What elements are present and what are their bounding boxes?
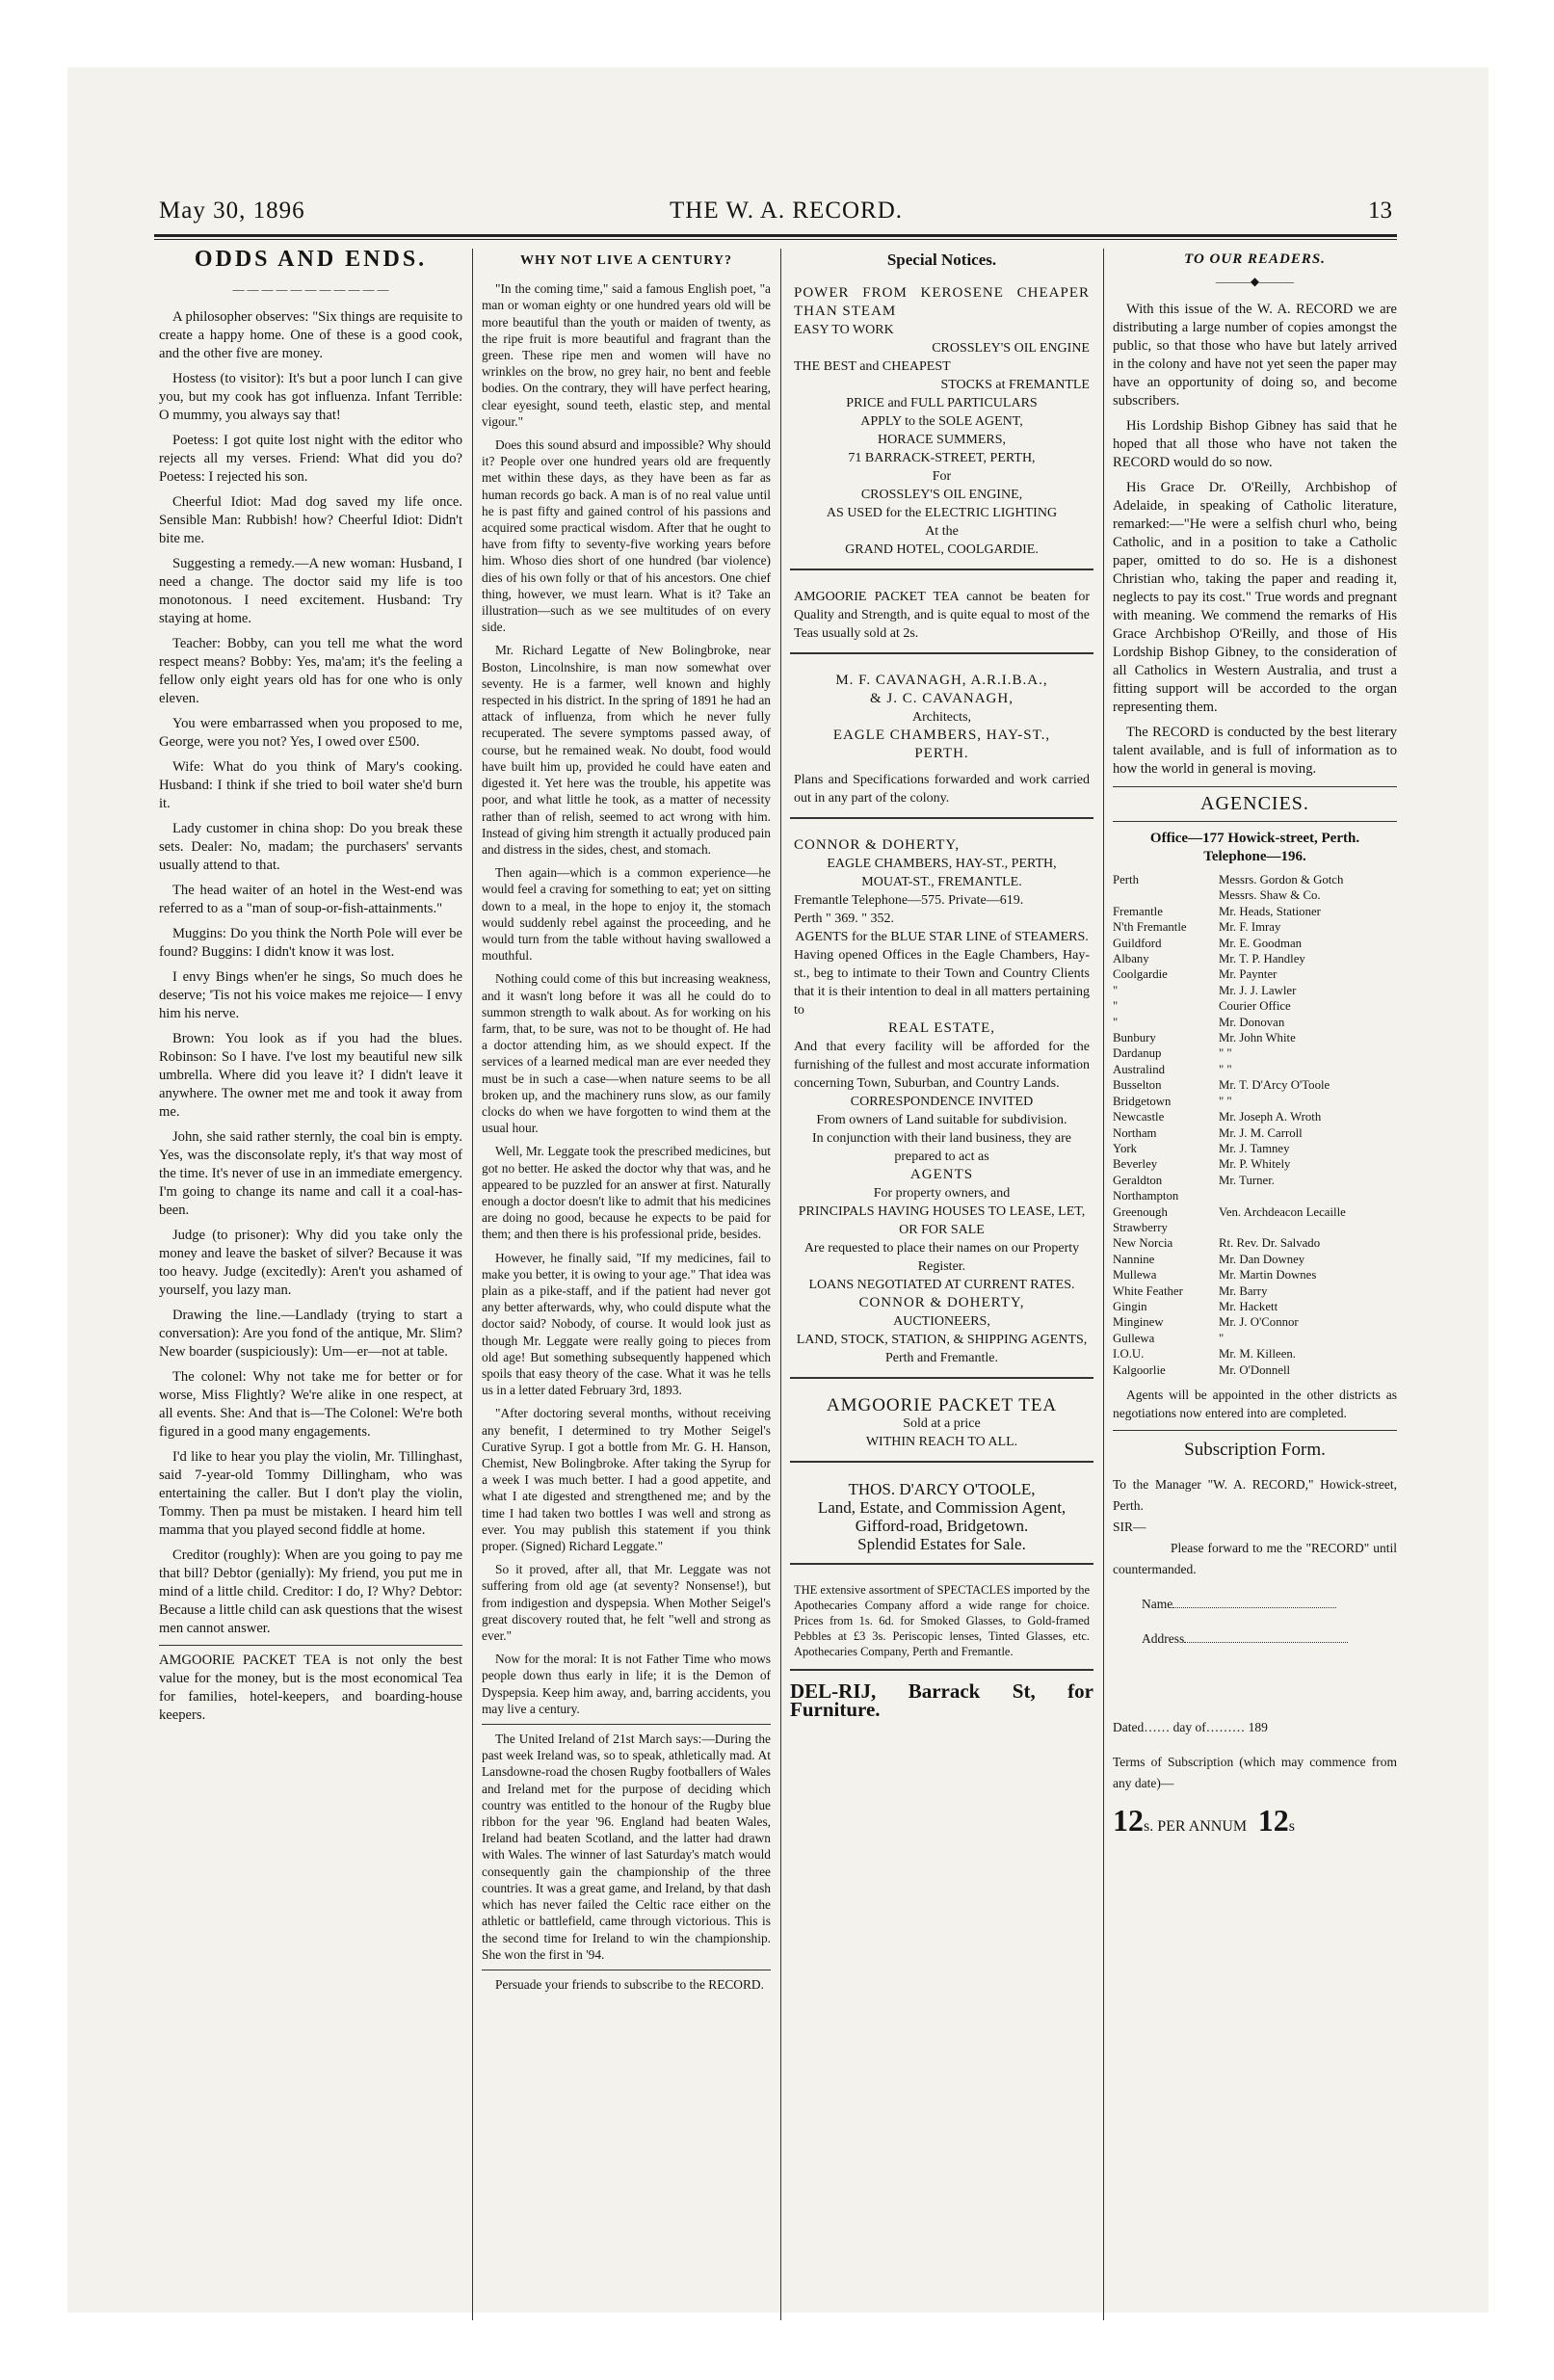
address-field[interactable] [1184, 1642, 1348, 1643]
verse-item: I envy Bings when'er he sings, So much does he deserve; 'Tis not his voice makes me rejoice— I envy him his nerve. [159, 969, 462, 1021]
agency-row [1113, 1015, 1397, 1030]
agency-town: Geraldton [1113, 1173, 1163, 1187]
agency-row [1113, 887, 1397, 903]
tea-ad-2 [790, 1390, 1093, 1463]
agency-agent: Mr. John White [1219, 1031, 1296, 1045]
article-paragraph: Does this sound absurd and impossible? Why should it? People over one hundred years old are frequently met within these days, as they have been as far as human records go back. A man is of no real value until he is past fifty and gained control of his passions and acquired some practical wisdom. After that he ought to have from fifty to seventy-five working years before him. Whoso dies short of one hundred (bar violence) dies of his own folly or that of his ancestors. One chief thing, however, we must learn. What is it? Take an illustration—such as we see multitudes of on every side. [482, 437, 771, 635]
agency-agent: " [1219, 1331, 1225, 1345]
ad-line: Gifford-road, Bridgetown. [855, 1517, 1029, 1535]
article-paragraph: Then again—which is a common experience—he would feel a craving for something to eat; yet on sitting down to a meal, in the hope to enjoy it, the stomach would suddenly rebel against the proceeding, and he would turn from the table without having swallowed a mouthful. [482, 865, 771, 964]
agency-agent: Messrs. Gordon & Gotch [1219, 873, 1344, 886]
agency-row [1113, 1109, 1397, 1124]
agency-town: Guildford [1113, 936, 1162, 950]
agency-row [1113, 1299, 1397, 1314]
ad-line: AGENTS [909, 1167, 974, 1182]
ad-text: Having opened Offices in the Eagle Chambers, Hay-st., beg to intimate to their Town and Country Clients that it is their intention to deal in all matters pertaining to [794, 948, 1090, 1018]
agency-row [1113, 1045, 1397, 1061]
agency-town: Perth [1113, 873, 1140, 886]
section-rule [1113, 1430, 1397, 1431]
agency-town: Gullewa [1113, 1331, 1155, 1345]
agency-town: N'th Fremantle [1113, 920, 1187, 935]
agency-row [1113, 1283, 1397, 1299]
agency-town: Kalgoorlie [1113, 1362, 1166, 1377]
ad-line: CONNOR & DOHERTY, [858, 1295, 1025, 1310]
price-line [1113, 1803, 1397, 1838]
ad-line: THOS. D'ARCY O'TOOLE, [848, 1480, 1036, 1498]
ad-line: CROSSLEY'S OIL ENGINE [932, 341, 1090, 356]
heading-rule: ———◆——— [1215, 275, 1295, 288]
ad-line: REAL ESTATE, [887, 1020, 996, 1036]
column-heading: Special Notices. [886, 251, 997, 269]
agency-town: " [1113, 1015, 1119, 1029]
connor-doherty-ad [790, 831, 1093, 1379]
article-paragraph: The United Ireland of 21st March says:—During the past week Ireland was, so to speak, athletically mad. At Lansdowne-road the chosen Rugby footballers of Wales and Ireland met for the purpose of deciding which country was entitled to the honour of the Rugby blue ribbon for the year '96. England had beaten Wales, Ireland had beaten Scotland, and the latter had drawn with Wales. The winner of last Saturday's match would consequently gain the championship of the three countries. It was a great game, and Ireland, by that dash which has never failed the Celtic race either on the athletic or battlefield, came through victorious. This is the second time for Ireland to win the championship. She won the first in '94. [482, 1732, 771, 1962]
article-paragraph: So it proved, after all, that Mr. Leggate was not suffering from old age (at seventy? Nonsense!), but from indigestion and dyspepsia. When Mother Seigel's great discovery routed that, he felt "well and strong as ever." [482, 1562, 771, 1644]
agency-row [1113, 1346, 1397, 1362]
ad-line: AGENTS for the BLUE STAR LINE of STEAMERS. [795, 930, 1089, 944]
agency-town: Bunbury [1113, 1031, 1156, 1045]
ad-text: THE extensive assortment of SPECTACLES imported by the Apothecaries Company afford a wide range for choice. Prices from 1s. 6d. for Smoked Glasses, to Gold-framed Pebbles at £3 3s. Periscopic lenses, Tinted Glasses, etc. Apothecaries Company, Perth and Fremantle. [794, 1583, 1090, 1658]
agency-row [1113, 904, 1397, 919]
agency-agent: Courier Office [1219, 999, 1291, 1014]
agency-agent [1219, 1220, 1397, 1235]
tea-ad [790, 582, 1093, 654]
ad-line: MOUAT-ST., FREMANTLE. [861, 875, 1022, 889]
heading-rule: — — — — — — — — — — — [232, 282, 389, 296]
tea-ad [159, 1645, 462, 1725]
agency-town: Dardanup [1113, 1046, 1162, 1061]
agency-town: New Norcia [1113, 1236, 1173, 1251]
column-divider [472, 249, 473, 2320]
agency-town: Australind [1113, 1062, 1166, 1076]
agency-row [1113, 1173, 1397, 1188]
agency-agent: Mr. T. D'Arcy O'Toole [1219, 1078, 1330, 1093]
ad-line: For [932, 469, 952, 484]
agency-row [1113, 1267, 1397, 1283]
agency-agent: Mr. Hackett [1219, 1299, 1278, 1313]
form-salutation: SIR— [1113, 1520, 1146, 1534]
agency-agent: " " [1219, 1046, 1232, 1061]
agency-row [1113, 1362, 1397, 1378]
ad-line: EAGLE CHAMBERS, HAY-ST., PERTH, [827, 857, 1057, 871]
price-unit-2: s [1288, 1818, 1296, 1835]
agency-agent: Mr. P. Whitely [1219, 1157, 1291, 1172]
ad-line: AMGOORIE PACKET TEA [826, 1395, 1058, 1415]
odds-and-ends-column [159, 249, 462, 2325]
agency-row [1113, 1204, 1397, 1220]
terms-label: Terms of Subscription (which may commence from any date)— [1113, 1755, 1397, 1790]
agency-agent: Mr. E. Goodman [1219, 936, 1303, 950]
ad-line: Sold at a price [903, 1416, 981, 1431]
notice-paragraph: The RECORD is conducted by the best literary talent available, and is full of information as to how the world in general is moving. [1113, 725, 1397, 777]
ad-line: PRICE and FULL PARTICULARS [846, 396, 1038, 410]
ad-line: EASY TO WORK [794, 323, 894, 337]
joke-item: Teacher: Bobby, can you tell me what the word respect means? Bobby: Yes, ma'am; it's the feeling a fellow only eight years old has for one who is only eleven. [159, 636, 462, 706]
article-paragraph: "After doctoring several months, without receiving any benefit, I determined to try Mother Seigel's Curative Syrup. I got a bottle from Mr. G. H. Hanson, Chemist, New Bolingbroke. After taking the Syrup for a week I was much better. I had a good appetite, and what I ate digested and strengthened me; and by the time I had taken two bottles I was well and strong as ever. You may publish this statement if you think proper. (Signed) Richard Leggate." [482, 1406, 771, 1554]
issue-date: May 30, 1896 [159, 198, 305, 224]
ad-text: Plans and Specifications forwarded and work carried out in any part of the colony. [794, 773, 1090, 806]
joke-item: Suggesting a remedy.—A new woman: Husband, I need a change. The doctor said my life is too monotonous. I need excitement. Husband: Try staying at home. [159, 556, 462, 626]
agency-row [1113, 1077, 1397, 1093]
agency-agent: Mr. Barry [1219, 1283, 1268, 1298]
agency-row [1113, 872, 1397, 887]
joke-item: Cheerful Idiot: Mad dog saved my life once. Sensible Man: Rubbish! how? Cheerful Idiot: Didn't bite me. [159, 494, 462, 546]
address-label: Address [1142, 1631, 1185, 1646]
article-paragraph: Now for the moral: It is not Father Time who mows people down thus early in life; it is the Demon of Dyspepsia. Keep him away, and, barring accidents, you may live a century. [482, 1652, 771, 1716]
joke-item: The colonel: Why not take me for better or for worse, Miss Flightly? We're alike in one respect, at all events. She: And that is—The Colonel: We're both figured in a good many engagements. [159, 1369, 462, 1440]
cavanagh-ad [790, 666, 1093, 819]
office-telephone: Telephone—196. [1203, 849, 1306, 864]
agency-row [1113, 1062, 1397, 1077]
ad-line: & J. C. CAVANAGH, [870, 691, 1014, 706]
ad-line: PRINCIPALS HAVING HOUSES TO LEASE, LET, OR FOR SALE [798, 1204, 1086, 1237]
agency-town: Nannine [1113, 1252, 1155, 1266]
agency-row [1113, 1220, 1397, 1235]
ad-text: And that every facility will be afforded for the furnishing of the fullest and most accurate information concerning Town, Suburban, and Country Lands. [794, 1040, 1090, 1091]
ad-line: Perth " 369. " 352. [794, 912, 894, 926]
ad-line: THE BEST and CHEAPEST [794, 359, 951, 374]
notice-paragraph: His Grace Dr. O'Reilly, Archbishop of Adelaide, in speaking of Catholic literature, remarked:—"He were a selfish churl who, being Catholic, and in a position to take a Catholic paper, omitted to do so. He is a dishonest Christian who, taking the paper and reading it, neglects to pay its cost." True words and pregnant with meaning. We commend the remarks of His Grace Archbishop O'Reilly, and those of His Lordship Bishop Gibney, to the consideration of all Catholics in Western Australia, and trust a fitting support will be accorded to the organ representing them. [1113, 480, 1397, 715]
ad-line: 71 BARRACK-STREET, PERTH, [848, 451, 1036, 465]
agency-agent: Mr. Dan Downey [1219, 1252, 1305, 1266]
ad-line: In conjunction with their land business, they are prepared to act as [811, 1131, 1072, 1164]
ad-text: AMGOORIE PACKET TEA cannot be beaten for Quality and Strength, and is quite equal to most of the Teas usually sold at 2s. [794, 590, 1090, 641]
agency-row [1113, 966, 1397, 982]
agency-town: I.O.U. [1113, 1347, 1145, 1362]
agency-town: Busselton [1113, 1078, 1162, 1093]
joke-item: Judge (to prisoner): Why did you take only the money and leave the basket of silver? Because it was too heavy. Judge (excitedly): Aren't you ashamed of yourself, you lazy man. [159, 1228, 462, 1298]
agency-row [1113, 1030, 1397, 1045]
otoole-ad [790, 1474, 1093, 1565]
section-rule [1113, 821, 1397, 822]
agencies-heading: AGENCIES. [1200, 793, 1309, 814]
agency-town: Coolgardie [1113, 967, 1168, 982]
joke-item: Muggins: Do you think the North Pole will ever be found? Buggins: I didn't know it was lost. [159, 926, 462, 960]
ad-line: Land, Estate, and Commission Agent, [817, 1498, 1067, 1517]
column-heading: ODDS AND ENDS. [194, 249, 428, 272]
article-paragraph: Nothing could come of this but increasing weakness, and it wasn't long before it was all he could do to summon strength to walk about. As for working on his farm, that, to be sure, was not to be thought of. He had a doctor attending him, as we should expect. If the services of a learned medical man are ever needed they must be in such a case—when nature seems to be all broken up, and the machinery runs slow, as our family clocks do when we have forgotten to wind them at the usual hour. [482, 971, 771, 1136]
ad-line: Are requested to place their names on our Property Register. [803, 1241, 1080, 1274]
agency-row [1113, 1235, 1397, 1251]
agency-row [1113, 1252, 1397, 1267]
article-paragraph: Well, Mr. Leggate took the prescribed medicines, but got no better. He asked the doctor why that was, and he appeared to be puzzled for an answer at first. Naturally enough a doctor doesn't like to admit that his medicines are doing no good, because he expects to be paid for them; and then there is his professional pride, besides. [482, 1144, 771, 1242]
price-text: s. PER ANNUM [1144, 1818, 1248, 1835]
section-rule [1113, 786, 1397, 787]
joke-item: John, she said rather sternly, the coal bin is empty. Yes, was the disconsolate reply, it's that way most of the time. It's never of use in an immediate emergency. I'm going to change its name and call it a coal-has-been. [159, 1129, 462, 1218]
joke-item: The head waiter of an hotel in the West-end was referred to as a "man of soup-or-fish-attainments." [159, 883, 462, 916]
notice-paragraph: His Lordship Bishop Gibney has said that he hoped that all those who have not taken the RECORD would do so now. [1113, 418, 1397, 470]
joke-item: I'd like to hear you play the violin, Mr. Tillinghast, said 7-year-old Tommy Dillingham, who was entertaining the caller. But I don't play the violin, Tommy. Then pa must be mistaken. I heard him tell mamma that you played second fiddle at home. [159, 1449, 462, 1538]
ad-line: M. F. CAVANAGH, A.R.I.B.A., [835, 673, 1048, 688]
agency-town: Gingin [1113, 1299, 1147, 1313]
agency-town: Newcastle [1113, 1110, 1165, 1124]
ad-line: AS USED for the ELECTRIC LIGHTING [826, 506, 1058, 520]
ad-line: APPLY to the SOLE AGENT, [860, 414, 1023, 429]
agency-agent: Ven. Archdeacon Lecaille [1219, 1204, 1346, 1219]
ad-line: CORRESPONDENCE INVITED [850, 1095, 1034, 1109]
name-field[interactable] [1172, 1607, 1336, 1608]
article-paragraph: Mr. Richard Legatte of New Bolingbroke, near Boston, Lincolnshire, is man now somewhat over seventy. He is a farmer, well known and highly respected in his district. In the spring of 1891 he had an attack of influenza, from which he never fully recuperated. The severe symptoms passed away, of course, but he remained weak. No doubt, food would have built him up, provided he could have eaten and digested it. Yet here was the trouble, his appetite was poor, and what little he took, as a matter of necessity rather than of relish, seemed to act wrong with him. Instead of giving him strength it actually produced pain and distress in the sides, chest, and stomach. [482, 643, 771, 857]
notice-paragraph: With this issue of the W. A. RECORD we are distributing a large number of copies amongst the public, so that those who have but lately arrived in the colony and have not yet seen the paper may have an opportunity of doing so, and become subscribers. [1113, 302, 1397, 409]
agency-agent: Mr. Donovan [1219, 1015, 1285, 1029]
agency-row [1113, 936, 1397, 951]
agency-agent: Mr. Martin Downes [1219, 1268, 1317, 1283]
agency-town: " [1113, 999, 1119, 1014]
ad-line: AUCTIONEERS, [893, 1314, 990, 1329]
ad-line: Architects, [911, 710, 972, 725]
name-label: Name [1142, 1597, 1173, 1611]
price-amount-2: 12 [1257, 1803, 1289, 1838]
agency-agent: Rt. Rev. Dr. Salvado [1219, 1236, 1321, 1251]
ad-line: EAGLE CHAMBERS, HAY-ST., [832, 727, 1051, 743]
century-article-column [482, 249, 771, 2325]
article-rule [482, 1724, 771, 1725]
column-divider [780, 249, 781, 2320]
agency-town: Fremantle [1113, 904, 1163, 918]
form-address: To the Manager "W. A. RECORD," Howick-street, Perth. [1113, 1477, 1397, 1513]
agency-agent: Mr. J. M. Carroll [1219, 1125, 1303, 1140]
ad-line: PERTH. [914, 746, 969, 761]
agency-row [1113, 1125, 1397, 1141]
column-divider [1103, 249, 1104, 2320]
ad-line: GRAND HOTEL, COOLGARDIE. [845, 542, 1039, 557]
agency-agent: Mr. Joseph A. Wroth [1219, 1110, 1322, 1124]
ad-line: Perth and Fremantle. [884, 1351, 999, 1365]
agency-town: Northam [1113, 1125, 1157, 1140]
ad-line: POWER FROM KEROSENE CHEAPER THAN STEAM [794, 285, 1090, 319]
column-heading: TO OUR READERS. [1184, 251, 1326, 267]
agency-town: Strawberry [1113, 1220, 1168, 1234]
form-heading: Subscription Form. [1184, 1440, 1326, 1460]
agency-agent: Mr. J. Tamney [1219, 1141, 1290, 1155]
special-notices-column [790, 249, 1093, 2325]
paper-title: THE W. A. RECORD. [670, 198, 904, 224]
agency-row [1113, 1314, 1397, 1330]
ad-line: Splendid Estates for Sale. [857, 1535, 1026, 1553]
price-amount: 12 [1113, 1803, 1144, 1838]
agency-town: Greenough [1113, 1204, 1168, 1219]
joke-item: Hostess (to visitor): It's but a poor lunch I can give you, but my cook has got influenza. Infant Terrible: O mummy, you always say that! [159, 371, 462, 423]
agency-row [1113, 1188, 1397, 1203]
agency-agent: Mr. Turner. [1219, 1173, 1275, 1187]
agency-town [1113, 887, 1219, 903]
crossley-ad [790, 278, 1093, 570]
agency-town: Bridgetown [1113, 1094, 1172, 1108]
agency-town: " [1113, 983, 1119, 997]
joke-item: Wife: What do you think of Mary's cooking. Husband: I think if she tried to boil water she'd burn it. [159, 759, 462, 811]
day-of-label: day of [1172, 1720, 1206, 1734]
agency-agent: Mr. J. J. Lawler [1219, 983, 1297, 997]
tea-ad-text: AMGOORIE PACKET TEA is not only the best value for the money, but is the most economical Tea for families, hotel-keepers, and boarding-house keepers. [159, 1653, 462, 1723]
spectacles-ad [790, 1576, 1093, 1671]
agency-row [1113, 1331, 1397, 1346]
ad-line: From owners of Land suitable for subdivision. [816, 1113, 1067, 1127]
joke-item: Brown: You look as if you had the blues. Robinson: So I have. I've lost my beautiful new silk umbrella. Where did you leave it? I didn't leave it anywhere. The owner met me and took it away from me. [159, 1031, 462, 1120]
agency-agent: Mr. Paynter [1219, 967, 1277, 982]
joke-item: A philosopher observes: "Six things are requisite to create a happy home. One of these is a good cook, and the other five are money. [159, 309, 462, 361]
readers-column [1113, 249, 1397, 2325]
agency-agent: Mr. J. O'Connor [1219, 1315, 1299, 1330]
ad-line: For property owners, and [873, 1186, 1011, 1201]
agency-agent: Mr. M. Killeen. [1219, 1347, 1296, 1362]
agency-agent: Mr. O'Donnell [1219, 1362, 1291, 1377]
joke-item: You were embarrassed when you proposed to me, George, were you not? Yes, I owed over £500. [159, 716, 462, 750]
office-address: Office—177 Howick-street, Perth. [1149, 831, 1360, 846]
agency-town: Minginew [1113, 1315, 1164, 1330]
agency-town: Albany [1113, 952, 1149, 966]
article-paragraph: However, he finally said, "If my medicines, fail to make you better, it is owing to your age." That idea was plain as a pike-staff, and if the patient had never got any better afterwards, why, who could dispute what the doctor said? Nobody, of course. It would look just as though Mr. Leggate were really going to pieces from old age! But something subsequently happened which spoils that easy theory of the case. What it was he tells us in a letter dated February 3rd, 1893. [482, 1250, 771, 1398]
agency-town: Northampton [1113, 1189, 1179, 1203]
page-header [159, 198, 1392, 236]
ad-line: CONNOR & DOHERTY, [794, 837, 961, 853]
joke-item: Poetess: I got quite lost night with the editor who rejects all my verses. Friend: What did you do? Poetess: I rejected his son. [159, 433, 462, 485]
agency-town: Beverley [1113, 1157, 1158, 1172]
agency-agent: Messrs. Shaw & Co. [1219, 888, 1321, 903]
subscription-form: To the Manager "W. A. RECORD," Howick-street, Perth. SIR— Please forward to me the "RECORD" until countermanded. Name Address Dated…… day of……… 189 Terms of Subscription (which may commence from any date)— [1113, 1474, 1397, 1794]
agency-row [1113, 919, 1397, 935]
agency-row [1113, 1156, 1397, 1172]
joke-item: Drawing the line.—Landlady (trying to start a conversation): Are you fond of the antique, Mr. Slim? New boarder (suspiciously): Um—er—not at table. [159, 1308, 462, 1360]
dated-label: Dated [1113, 1720, 1145, 1734]
ad-line: At the [925, 524, 959, 539]
joke-item: Creditor (roughly): When are you going to pay me that bill? Debtor (genially): My friend, you put me in mind of a little child. Creditor: I do, I? Why? Debtor: Because a little child can ask questions that the wisest men cannot answer. [159, 1547, 462, 1636]
agency-agent: Mr. Heads, Stationer [1219, 904, 1321, 918]
agency-row [1113, 951, 1397, 966]
agency-row [1113, 983, 1397, 998]
header-rule [154, 234, 1397, 240]
agency-agent: " " [1219, 1062, 1232, 1076]
agency-town: Mullewa [1113, 1268, 1157, 1283]
ad-line: LAND, STOCK, STATION, & SHIPPING AGENTS, [796, 1333, 1088, 1347]
ad-line: WITHIN REACH TO ALL. [865, 1435, 1018, 1449]
agency-list [1113, 872, 1397, 1378]
ad-line: CROSSLEY'S OIL ENGINE, [860, 488, 1023, 502]
agency-row [1113, 1094, 1397, 1109]
agency-row [1113, 998, 1397, 1014]
ad-line: STOCKS at FREMANTLE [940, 378, 1090, 392]
agency-agent [1219, 1188, 1397, 1203]
agency-row [1113, 1141, 1397, 1156]
joke-item: Lady customer in china shop: Do you break these sets. Dealer: No, madam; the purchasers' servants usually attend to that. [159, 821, 462, 873]
ad-line: HORACE SUMMERS, [877, 433, 1007, 447]
article-heading: WHY NOT LIVE A CENTURY? [519, 253, 733, 268]
subscribe-footer: Persuade your friends to subscribe to the RECORD. [495, 1976, 764, 1992]
delrij-ad: DEL-RIJ, Barrack St, for Furniture. [790, 1679, 1093, 1721]
ad-line: LOANS NEGOTIATED AT CURRENT RATES. [808, 1278, 1075, 1292]
agency-agent: Mr. T. P. Handley [1219, 952, 1305, 966]
agency-town: White Feather [1113, 1283, 1183, 1298]
form-request: Please forward to me the "RECORD" until countermanded. [1113, 1541, 1397, 1576]
ad-line: Fremantle Telephone—575. Private—619. [794, 893, 1024, 908]
year-label: 189 [1248, 1720, 1268, 1734]
agencies-note: Agents will be appointed in the other districts as negotiations now entered into are completed. [1113, 1388, 1397, 1420]
agency-agent: Mr. F. Imray [1219, 920, 1281, 935]
article-paragraph: "In the coming time," said a famous English poet, "a man or woman eighty or one hundred years old will be more beautiful than the youth or maiden of twenty, as the ripe fruit is more beautiful and fragrant than the green. These ripe men and women will have no wrinkles on the brow, no grey hair, no bent and feeble bodies. On the contrary, they will have perfect hearing, clear eyesight, sound teeth, elastic step, and mental vigour." [482, 281, 771, 429]
agency-town: York [1113, 1141, 1138, 1155]
page-number: 13 [1368, 198, 1392, 224]
agency-agent: " " [1219, 1094, 1232, 1108]
